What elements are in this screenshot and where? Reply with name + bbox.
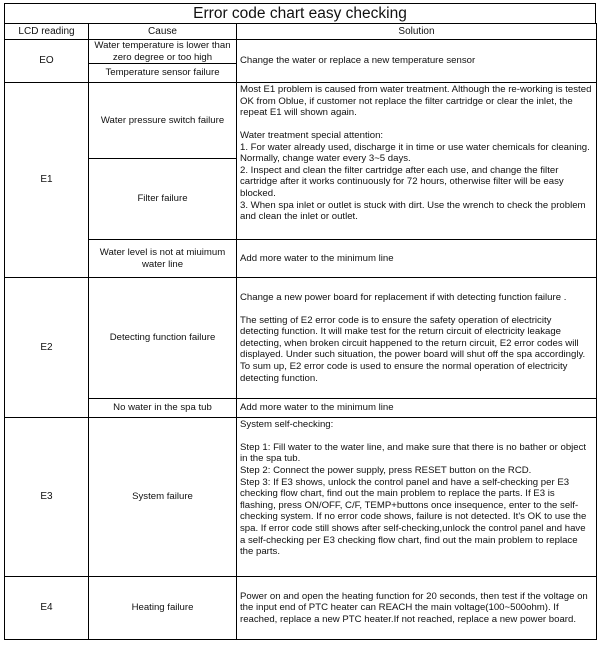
solution-e3 — [237, 418, 597, 577]
table-row — [5, 399, 597, 418]
code-e3: E3 — [5, 418, 89, 577]
cause-e0-sensor: Temperature sensor failure — [89, 64, 237, 83]
header-lcd-reading: LCD reading — [5, 24, 89, 40]
error-code-table — [4, 23, 597, 640]
code-e0: EO — [5, 40, 89, 83]
cause-e2-detecting: Detecting function failure — [89, 278, 237, 399]
cause-e2-no-water: No water in the spa tub — [89, 399, 237, 418]
solution-e2 — [237, 278, 597, 399]
solution-e1-intro: Most E1 problem is caused from water treatment. Although the re-working is tested OK from Oblue, if customer not replace the filter cartridge or clear the inlet, the repeat E1 will shown again. — [240, 84, 592, 119]
solution-e1-step1: 1. For water already used, discharge it in time or use water chemicals for cleaning. Normally, change water every 3~5 days. — [240, 141, 590, 165]
table-row — [5, 278, 597, 399]
header-cause: Cause — [89, 24, 237, 40]
solution-e2-no-water: Add more water to the minimum line — [237, 399, 597, 418]
table-row — [5, 577, 597, 640]
table-row — [5, 40, 597, 64]
cause-e1-filter: Filter failure — [89, 159, 237, 240]
solution-e2-replace: Change a new power board for replacement if with detecting function failure . — [240, 292, 567, 304]
solution-e4: Power on and open the heating function for 20 seconds, then test if the voltage on the input end of PTC heater can REACH the main voltage(100~500ohm). If reached, replace a new PTC heater.If not reached, replace a new power board. — [237, 577, 597, 640]
solution-e3-step1: Step 1: Fill water to the water line, and make sure that there is no bather or object in the spa tub. — [240, 441, 587, 465]
code-e4: E4 — [5, 577, 89, 640]
solution-e3-heading: System self-checking: — [240, 419, 334, 431]
solution-e3-step3: Step 3: If E3 shows, unlock the control panel and have a self-checking per E3 checking flow chart, find out the main problem to replace the parts. If E3 is flashing, press ON/OFF, C/F, TEMP+buttons once insequence, enter to the self-checking system. If no error code shows, failure is not detected. It's OK to use the spa. If error code still shows after self-checking,unlock the control panel and have a self-checking per E3 checking flow chart, find out the main problem to replace the parts. — [240, 476, 587, 558]
cause-e0-temperature: Water temperature is lower than zero degree or too high — [89, 40, 237, 64]
solution-e1 — [237, 83, 597, 240]
solution-e0: Change the water or replace a new temperature sensor — [237, 40, 597, 83]
header-row — [5, 24, 597, 40]
solution-e1-attention: Water treatment special attention: — [240, 129, 384, 141]
solution-e2-explanation: The setting of E2 error code is to ensure the safety operation of electricity detecting function. It will make test for the return circuit of electricity leakage detecting, when broken circuit happened to the return circuit, E2 error codes will displayed. Under such situation, the power board will shut off the spa accordingly. To sum up, E2 error code is used to ensure the normal operation of electricity detecting function. — [240, 314, 586, 384]
solution-e3-step2: Step 2: Connect the power supply, press RESET button on the RCD. — [240, 464, 532, 476]
code-e2: E2 — [5, 278, 89, 418]
code-e1: E1 — [5, 83, 89, 278]
cause-e1-water-level: Water level is not at miuimum water line — [89, 240, 237, 278]
solution-e1-step2: 2. Inspect and clean the filter cartridge after each use, and change the filter cartridge after it works continuously for 72 hours, otherwise filter will be easy blocked. — [240, 164, 564, 199]
cause-e1-pressure-switch: Water pressure switch failure — [89, 83, 237, 159]
cause-e4-heating: Heating failure — [89, 577, 237, 640]
header-solution: Solution — [237, 24, 597, 40]
cause-e3-system: System failure — [89, 418, 237, 577]
table-row — [5, 418, 597, 577]
table-row — [5, 240, 597, 278]
table-row — [5, 83, 597, 159]
chart-title: Error code chart easy checking — [4, 3, 596, 24]
solution-e1-water-level: Add more water to the minimum line — [237, 240, 597, 278]
solution-e1-step3: 3. When spa inlet or outlet is stuck with dirt. Use the wrench to check the problem and clean the inlet or outlet. — [240, 199, 586, 223]
